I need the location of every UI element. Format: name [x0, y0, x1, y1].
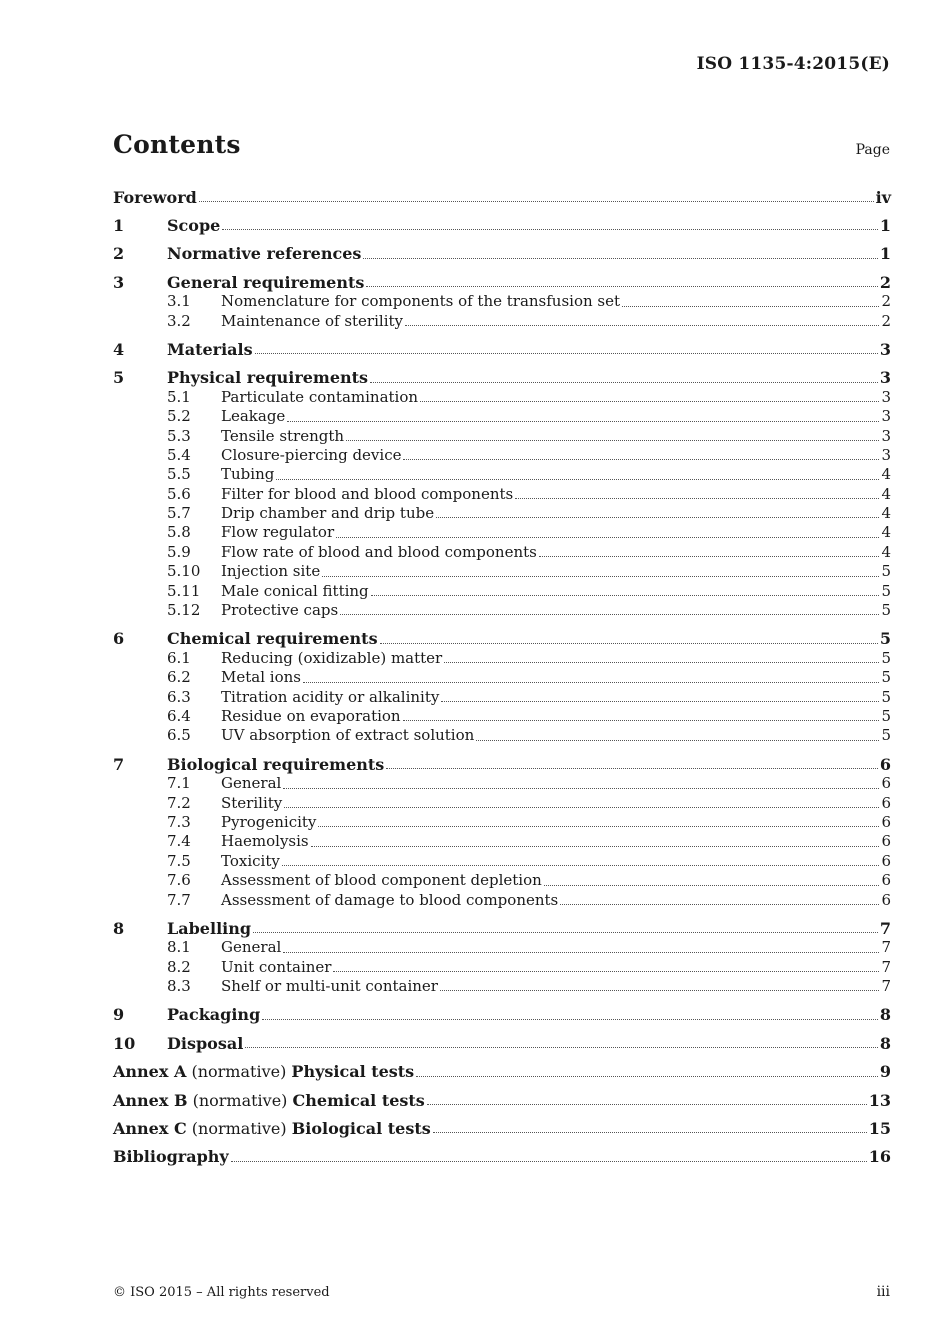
toc-subentry[interactable] — [113, 774, 891, 793]
toc-title: General — [221, 774, 282, 793]
toc-page-number: 5 — [881, 687, 891, 706]
toc-title: Packaging — [167, 1005, 261, 1025]
toc-subentry[interactable] — [113, 388, 891, 407]
toc-title: Male conical fitting — [221, 581, 369, 600]
toc-number: 7 — [113, 754, 125, 774]
toc-page-number: 1 — [879, 215, 891, 235]
toc-subentry[interactable] — [113, 601, 891, 620]
toc-page-number: 6 — [881, 793, 891, 812]
toc-title: Leakage — [221, 407, 286, 426]
toc-entry[interactable] — [113, 620, 891, 648]
toc-page-number: 5 — [881, 668, 891, 687]
toc-subentry[interactable] — [113, 523, 891, 542]
toc-page-number: 8 — [879, 1033, 891, 1053]
annex-title: Biological tests — [291, 1119, 431, 1138]
dot-leader — [560, 903, 879, 905]
toc-number: 9 — [113, 1005, 125, 1025]
toc-title: Sterility — [221, 793, 283, 812]
dot-leader — [282, 864, 880, 866]
toc-page-number: 4 — [881, 542, 891, 561]
annex-title: Chemical tests — [292, 1090, 425, 1110]
toc-subentry[interactable] — [113, 292, 891, 311]
toc-number: 6.1 — [167, 648, 191, 667]
toc-page-number: 2 — [881, 292, 891, 311]
annex-label: Annex A — [113, 1062, 187, 1082]
document-id: ISO 1135-4:2015(E) — [696, 54, 890, 74]
toc-title: UV absorption of extract solution — [221, 726, 475, 745]
toc-number: 7.6 — [167, 871, 191, 890]
dot-leader — [433, 1131, 867, 1133]
dot-leader — [403, 719, 880, 721]
toc-subentry[interactable] — [113, 794, 891, 813]
annex-label: Annex B — [113, 1090, 188, 1110]
toc-number: 7.7 — [167, 890, 191, 909]
toc-number: 2 — [113, 244, 125, 264]
toc-subentry[interactable] — [113, 852, 891, 871]
toc-number: 6.4 — [167, 706, 191, 725]
toc-page-number: iv — [875, 187, 891, 207]
toc-title: Protective caps — [221, 601, 339, 620]
dot-leader — [336, 536, 879, 538]
toc-page-number: 3 — [881, 407, 891, 426]
toc-subentry[interactable] — [113, 707, 891, 726]
page-title: Contents — [113, 130, 241, 159]
toc-title: Biological requirements — [167, 754, 385, 774]
toc-page-number: 7 — [881, 938, 891, 957]
toc-page-number: 6 — [881, 890, 891, 909]
toc-title: Materials — [167, 339, 253, 359]
dot-leader — [255, 352, 878, 354]
toc-entry[interactable] — [113, 910, 891, 938]
toc-title: Chemical requirements — [167, 629, 378, 649]
dot-leader — [440, 989, 879, 991]
dot-leader — [436, 516, 879, 518]
toc-page-number: 3 — [881, 426, 891, 445]
toc-subentry[interactable] — [113, 726, 891, 745]
toc-number: 5.1 — [167, 387, 191, 406]
toc-subentry[interactable] — [113, 446, 891, 465]
dot-leader — [333, 970, 879, 972]
toc-subentry[interactable] — [113, 407, 891, 426]
toc-number: 5.7 — [167, 504, 191, 523]
toc-entry[interactable] — [113, 1110, 891, 1138]
toc-page-number: 16 — [868, 1147, 891, 1167]
toc-title: Labelling — [167, 918, 252, 938]
page-column-label: Page — [855, 142, 890, 158]
toc-title: Flow regulator — [221, 523, 335, 542]
toc-page-number: 5 — [881, 562, 891, 581]
toc-title: Tensile strength — [221, 426, 345, 445]
toc-entry[interactable] — [113, 264, 891, 292]
toc-number: 8.3 — [167, 977, 191, 996]
dot-leader — [441, 700, 879, 702]
toc-subentry[interactable] — [113, 562, 891, 581]
toc-number: 4 — [113, 339, 125, 359]
toc-title: General requirements — [167, 272, 365, 292]
toc-number: 5.9 — [167, 542, 191, 561]
toc-number: 8.2 — [167, 957, 191, 976]
toc-title: Filter for blood and blood components — [221, 484, 514, 503]
toc-entry[interactable] — [113, 359, 891, 387]
toc-subentry[interactable] — [113, 668, 891, 687]
toc-number: 5.8 — [167, 523, 191, 542]
toc-title: Bibliography — [113, 1147, 229, 1167]
dot-leader — [444, 661, 879, 663]
toc-page-number: 9 — [879, 1062, 891, 1082]
toc-page-number: 6 — [881, 774, 891, 793]
toc-page-number: 8 — [879, 1005, 891, 1025]
dot-leader — [371, 594, 880, 596]
toc-subentry[interactable] — [113, 465, 891, 484]
toc-page-number: 4 — [881, 523, 891, 542]
dot-leader — [222, 228, 878, 230]
toc-subentry[interactable] — [113, 832, 891, 851]
dot-leader — [303, 681, 879, 683]
toc-page-number: 5 — [881, 601, 891, 620]
toc-title: Haemolysis — [221, 832, 309, 851]
toc-title: Flow rate of blood and blood components — [221, 542, 537, 561]
toc-page-number: 3 — [881, 387, 891, 406]
toc-number: 7.1 — [167, 774, 191, 793]
annex-label: Annex C — [113, 1119, 187, 1138]
dot-leader — [366, 285, 878, 287]
dot-leader — [276, 478, 879, 480]
table-of-contents — [113, 185, 891, 1167]
toc-subentry[interactable] — [113, 582, 891, 601]
dot-leader — [322, 575, 879, 577]
toc-page-number: 5 — [881, 581, 891, 600]
toc-number: 10 — [113, 1033, 136, 1053]
toc-title: Reducing (oxidizable) matter — [221, 648, 443, 667]
toc-entry[interactable] — [113, 235, 891, 263]
dot-leader — [370, 381, 878, 383]
toc-subentry[interactable] — [113, 312, 891, 331]
toc-page-number: 5 — [881, 726, 891, 745]
toc-page-number: 4 — [881, 465, 891, 484]
annex-title: Physical tests — [291, 1062, 415, 1082]
toc-subentry[interactable] — [113, 938, 891, 957]
toc-page-number: 5 — [881, 648, 891, 667]
toc-page-number: 4 — [881, 504, 891, 523]
toc-subentry[interactable] — [113, 977, 891, 996]
toc-subentry[interactable] — [113, 649, 891, 668]
toc-title: General — [221, 938, 282, 957]
toc-title: Assessment of damage to blood components — [221, 890, 559, 909]
toc-entry[interactable] — [113, 331, 891, 359]
toc-title: Shelf or multi-unit container — [221, 977, 438, 996]
dot-leader — [346, 439, 879, 441]
toc-number: 7.5 — [167, 851, 191, 870]
toc-subentry[interactable] — [113, 504, 891, 523]
toc-subentry[interactable] — [113, 485, 891, 504]
toc-page-number: 5 — [881, 706, 891, 725]
toc-number: 6.2 — [167, 668, 191, 687]
toc-page-number: 13 — [868, 1090, 891, 1110]
toc-page-number: 7 — [881, 977, 891, 996]
toc-entry[interactable] — [113, 1025, 891, 1053]
toc-title: Maintenance of sterility — [221, 311, 403, 330]
toc-page-number: 7 — [879, 918, 891, 938]
toc-number: 3.2 — [167, 311, 191, 330]
toc-subentry[interactable] — [113, 891, 891, 910]
toc-page-number: 7 — [881, 957, 891, 976]
toc-entry[interactable] — [113, 207, 891, 235]
dot-leader — [311, 845, 880, 847]
toc-page-number: 2 — [879, 272, 891, 292]
toc-page-number: 2 — [881, 311, 891, 330]
annex-type: (normative) — [187, 1090, 293, 1110]
toc-number: 5.3 — [167, 426, 191, 445]
toc-title: Physical requirements — [167, 368, 369, 388]
dot-leader — [284, 806, 879, 808]
toc-entry[interactable] — [113, 1138, 891, 1166]
toc-page-number: 3 — [879, 368, 891, 388]
toc-title: Tubing — [221, 465, 275, 484]
toc-title — [113, 1119, 431, 1138]
dot-leader — [476, 739, 879, 741]
dot-leader — [253, 931, 878, 933]
toc-number: 5 — [113, 368, 125, 388]
toc-title: Toxicity — [221, 851, 280, 870]
toc-entry[interactable] — [113, 996, 891, 1024]
toc-page-number: 3 — [879, 339, 891, 359]
copyright-footer: © ISO 2015 – All rights reserved — [113, 1285, 330, 1300]
toc-subentry[interactable] — [113, 688, 891, 707]
toc-title: Assessment of blood component depletion — [221, 871, 542, 890]
toc-title: Titration acidity or alkalinity — [221, 687, 440, 706]
toc-subentry[interactable] — [113, 427, 891, 446]
dot-leader — [622, 305, 879, 307]
toc-number: 6.5 — [167, 726, 191, 745]
toc-entry[interactable] — [113, 746, 891, 774]
dot-leader — [544, 884, 880, 886]
toc-number: 5.11 — [167, 581, 201, 600]
toc-title: Scope — [167, 215, 221, 235]
toc-number: 6 — [113, 629, 125, 649]
dot-leader — [363, 257, 877, 259]
dot-leader — [539, 555, 880, 557]
toc-number: 6.3 — [167, 687, 191, 706]
toc-title: Normative references — [167, 244, 362, 264]
dot-leader — [416, 1075, 878, 1077]
toc-title: Foreword — [113, 187, 197, 207]
toc-number: 5.2 — [167, 407, 191, 426]
dot-leader — [403, 458, 879, 460]
toc-title: Closure-piercing device — [221, 445, 402, 464]
dot-leader — [380, 642, 878, 644]
dot-leader — [427, 1103, 867, 1105]
toc-page-number: 1 — [879, 244, 891, 264]
toc-page-number: 6 — [881, 832, 891, 851]
toc-number: 3.1 — [167, 292, 191, 311]
toc-number: 5.5 — [167, 465, 191, 484]
toc-number: 7.2 — [167, 793, 191, 812]
toc-title: Pyrogenicity — [221, 812, 317, 831]
dot-leader — [245, 1046, 878, 1048]
dot-leader — [318, 825, 879, 827]
toc-number: 3 — [113, 272, 125, 292]
toc-entry[interactable] — [113, 1053, 891, 1081]
dot-leader — [199, 200, 874, 202]
toc-subentry[interactable] — [113, 871, 891, 890]
toc-number: 7.4 — [167, 832, 191, 851]
toc-subentry[interactable] — [113, 958, 891, 977]
toc-entry[interactable] — [113, 1082, 891, 1110]
dot-leader — [340, 613, 879, 615]
toc-page-number: 6 — [881, 871, 891, 890]
dot-leader — [283, 951, 879, 953]
dot-leader — [386, 767, 878, 769]
toc-title: Disposal — [167, 1033, 244, 1053]
annex-type: (normative) — [186, 1062, 292, 1082]
toc-title — [113, 1062, 414, 1081]
toc-page-number: 4 — [881, 484, 891, 503]
toc-page-number: 6 — [879, 754, 891, 774]
toc-number: 5.10 — [167, 562, 201, 581]
dot-leader — [420, 400, 879, 402]
toc-title: Injection site — [221, 562, 321, 581]
toc-number: 7.3 — [167, 812, 191, 831]
page-number: iii — [876, 1284, 890, 1300]
toc-page-number: 6 — [881, 851, 891, 870]
toc-number: 5.4 — [167, 445, 191, 464]
toc-number: 1 — [113, 215, 125, 235]
dot-leader — [262, 1018, 878, 1020]
toc-title: Particulate contamination — [221, 387, 419, 406]
toc-subentry[interactable] — [113, 543, 891, 562]
toc-page-number: 15 — [868, 1119, 891, 1138]
toc-title: Drip chamber and drip tube — [221, 504, 435, 523]
toc-subentry[interactable] — [113, 813, 891, 832]
toc-entry[interactable] — [113, 185, 891, 207]
dot-leader — [515, 497, 879, 499]
annex-type: (normative) — [186, 1119, 292, 1138]
dot-leader — [287, 420, 879, 422]
toc-number: 8 — [113, 918, 125, 938]
toc-number: 8.1 — [167, 938, 191, 957]
toc-page-number: 5 — [879, 629, 891, 649]
dot-leader — [405, 324, 879, 326]
toc-page-number: 6 — [881, 812, 891, 831]
toc-page-number: 3 — [881, 445, 891, 464]
toc-number: 5.6 — [167, 484, 191, 503]
dot-leader — [283, 787, 879, 789]
toc-number: 5.12 — [167, 601, 201, 620]
toc-title: Unit container — [221, 957, 332, 976]
toc-title: Nomenclature for components of the transfusion set — [221, 292, 621, 311]
toc-title: Residue on evaporation — [221, 706, 401, 725]
dot-leader — [231, 1160, 867, 1162]
toc-title: Metal ions — [221, 668, 301, 687]
toc-title — [113, 1091, 425, 1110]
